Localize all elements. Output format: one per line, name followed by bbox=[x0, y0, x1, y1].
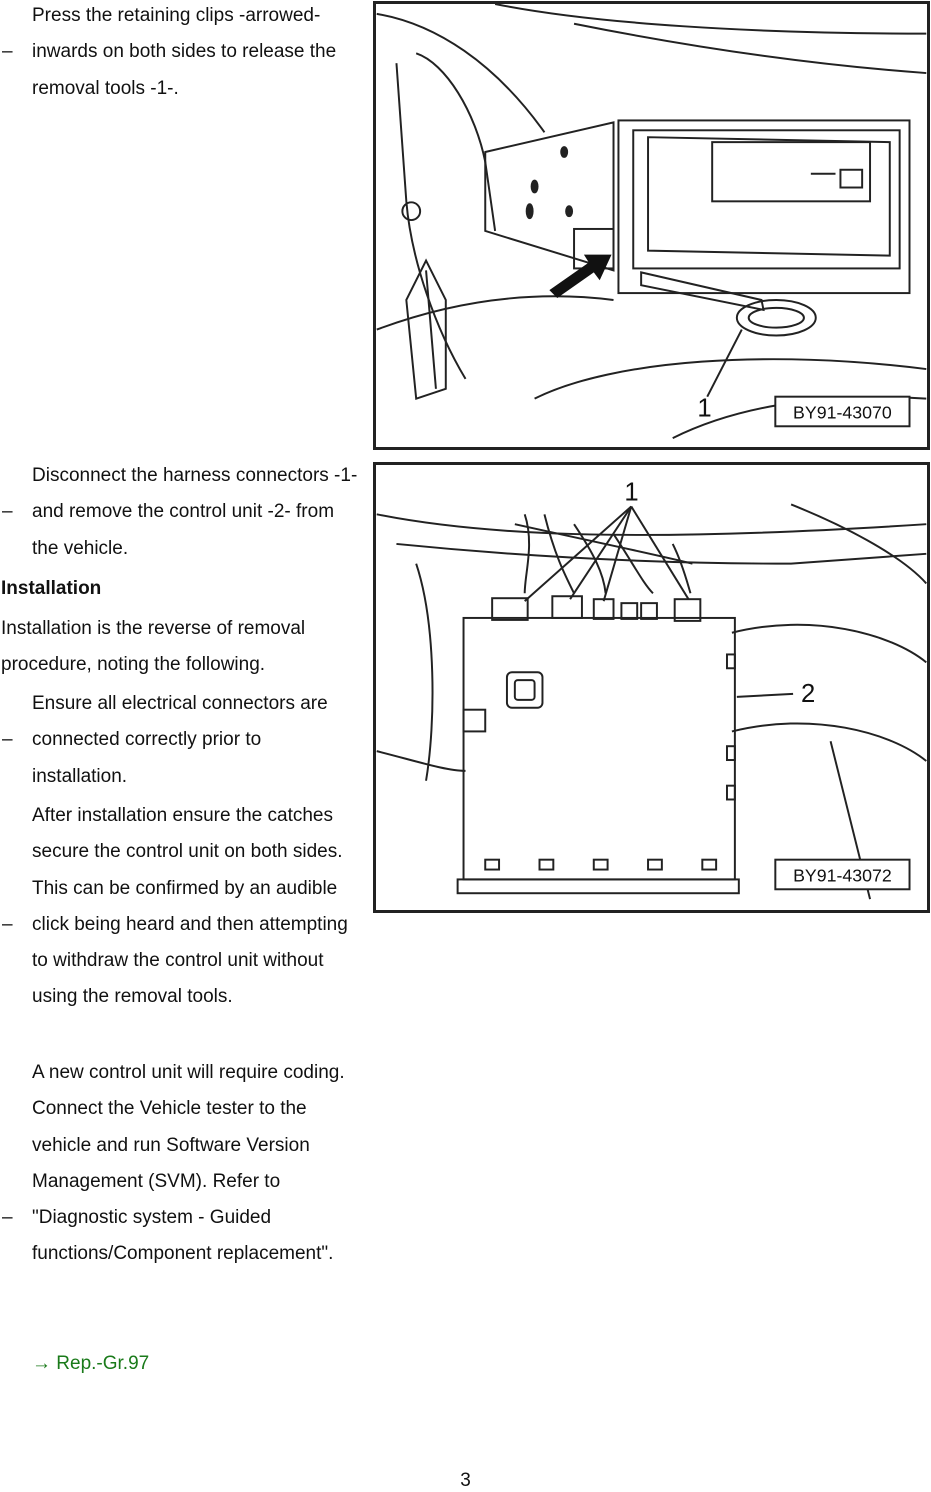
page-number: 3 bbox=[460, 1470, 471, 1491]
installation-intro: Installation is the reverse of removal procedure, noting the following. bbox=[1, 618, 306, 675]
figure2-callout-1: 1 bbox=[624, 478, 639, 507]
step-coding bbox=[0, 1055, 360, 1309]
figure1-callout-1: 1 bbox=[697, 394, 712, 423]
step-text: Ensure all electrical connectors are connected correctly prior to installation. bbox=[32, 693, 328, 787]
figure1-code-label: BY91-43070 bbox=[793, 402, 892, 423]
repair-group-link[interactable]: → Rep.-Gr.97 bbox=[32, 1353, 150, 1374]
figure2-callout-2: 2 bbox=[800, 679, 816, 708]
section-heading-installation: Installation bbox=[1, 578, 102, 599]
step-text: A new control unit will require coding. Connect the Vehicle tester to the vehicle and run Software Version Management (SVM). Refer to "Diagnostic system - Guided functions/Component replacement". bbox=[32, 1062, 345, 1265]
figure-removal-tools bbox=[373, 1, 930, 450]
figure-harness-connectors bbox=[373, 462, 930, 913]
figure2-code-label: BY91-43072 bbox=[793, 865, 892, 886]
step-bullet: – bbox=[2, 914, 13, 935]
figure-harness-connectors-drawing bbox=[376, 465, 927, 910]
step-text: After installation ensure the catches secure the control unit on both sides. This can be confirmed by an audible click being heard and then attempting to withdraw the control unit without using the removal tools. bbox=[32, 805, 348, 1008]
step-verify-catches bbox=[0, 798, 360, 1052]
step-bullet: – bbox=[2, 41, 13, 62]
step-bullet: – bbox=[2, 729, 13, 750]
step-text: Press the retaining clips -arrowed- inwards on both sides to release the removal tools -1-. bbox=[32, 5, 337, 99]
step-release-clips bbox=[0, 0, 360, 108]
step-bullet: – bbox=[2, 1207, 13, 1228]
step-bullet: – bbox=[2, 501, 13, 522]
step-check-connectors bbox=[0, 686, 360, 796]
step-text: Disconnect the harness connectors -1- and remove the control unit -2- from the vehicle. bbox=[32, 465, 358, 559]
figure-removal-tools-drawing bbox=[376, 4, 927, 447]
step-disconnect-connectors bbox=[0, 458, 360, 568]
